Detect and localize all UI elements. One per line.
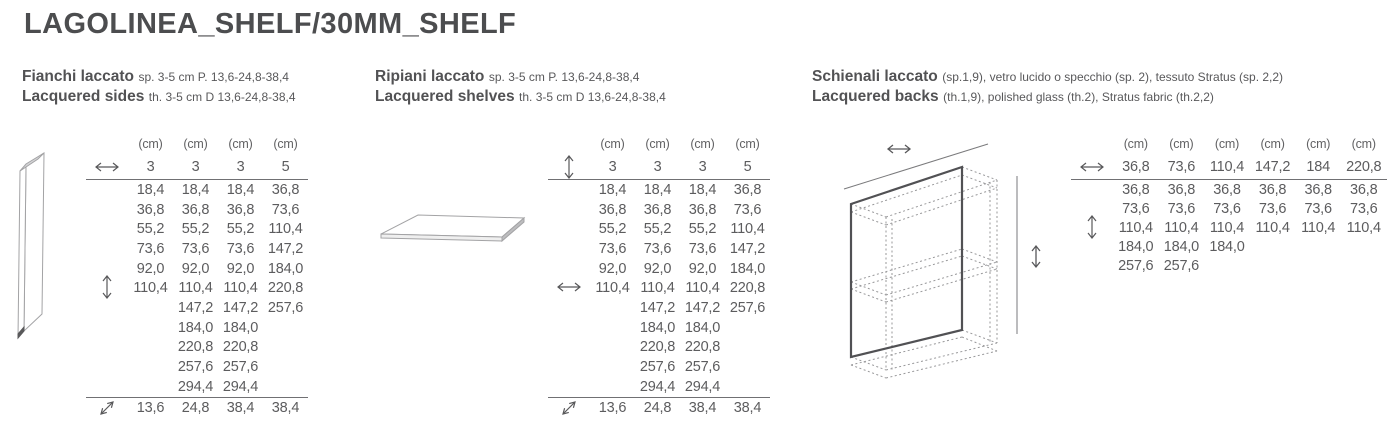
section-line-english	[375, 87, 666, 107]
table-row	[548, 133, 770, 154]
table-cell: 73,6	[688, 240, 717, 257]
table-row	[86, 219, 308, 239]
table-cell: 184	[1306, 158, 1330, 175]
table-cell: 55,2	[226, 221, 255, 238]
page-title: LAGOLINEA_SHELF/30MM_SHELF	[24, 8, 517, 40]
section-line-english	[812, 87, 1283, 107]
table-row	[1071, 154, 1387, 180]
table-cell: 110,4	[730, 221, 765, 238]
table-cell: 36,8	[598, 201, 627, 218]
table-cell: 3	[698, 158, 707, 175]
table-cell: 92,0	[181, 260, 210, 277]
table-cell: 24,8	[181, 400, 210, 417]
table-row	[86, 200, 308, 220]
table-cell: 220,8	[729, 280, 766, 297]
table-cell: (cm)	[228, 136, 253, 151]
table-row	[86, 298, 308, 318]
table-cell: 92,0	[136, 260, 165, 277]
side-dimension-icon	[1071, 217, 1113, 236]
table-row	[548, 239, 770, 259]
icon-cell	[548, 399, 590, 417]
table-cell: 5	[743, 158, 752, 175]
table-row	[86, 239, 308, 259]
table-cell: (cm)	[690, 136, 715, 151]
table-row	[548, 397, 770, 419]
table-cell: 24,8	[643, 400, 672, 417]
depth-arrow-icon	[98, 399, 116, 417]
table-cell: 36,8	[733, 181, 762, 198]
height-arrow-icon	[1086, 214, 1098, 240]
section-header-backs	[812, 67, 1283, 107]
table-row	[1071, 133, 1387, 154]
table-row	[548, 357, 770, 377]
table-cell: 36,8	[181, 201, 210, 218]
section-line-italian	[375, 67, 666, 87]
section-title-italian: Ripiani laccato	[375, 68, 485, 85]
table-cell: (cm)	[1306, 136, 1331, 151]
height-arrow-icon	[1032, 246, 1040, 267]
table-cell: 73,6	[1167, 200, 1196, 217]
table-cell: 184,0	[1209, 238, 1245, 255]
table-cell: 257,6	[267, 299, 304, 316]
table-cell: 110,4	[1255, 219, 1290, 236]
table-cell: 257,6	[729, 299, 766, 316]
width-arrow-icon	[556, 282, 582, 292]
table-cell: 220,8	[639, 339, 676, 356]
table-cell: 73,6	[1213, 200, 1241, 217]
table-row	[548, 180, 770, 200]
table-cell: 257,6	[684, 359, 721, 376]
table-row	[548, 318, 770, 338]
table-cell: (cm)	[273, 136, 298, 151]
table-cell: 110,4	[1209, 158, 1245, 175]
section-spec-italian: sp. 3-5 cm P. 13,6-24,8-38,4	[488, 70, 640, 84]
table-cell: 73,6	[643, 240, 672, 257]
table-cell: 36,8	[688, 201, 717, 218]
table-cell: 36,8	[1213, 181, 1241, 198]
section-title-italian: Fianchi laccato	[22, 68, 134, 85]
table-cell: 36,8	[271, 181, 300, 198]
icon-cell	[548, 154, 590, 180]
table-cell: 13,6	[598, 400, 627, 417]
table-cell: 92,0	[688, 260, 717, 277]
table-cell: 73,6	[598, 240, 627, 257]
table-cell: (cm)	[600, 136, 625, 151]
table-cell: 5	[281, 158, 290, 175]
table-cell: 73,6	[271, 201, 300, 218]
section-header-sides	[22, 67, 296, 107]
table-row	[86, 180, 308, 200]
table-row	[1071, 218, 1387, 237]
table-cell: 110,4	[268, 221, 303, 238]
table-row	[548, 200, 770, 220]
table-cell: 184,0	[684, 319, 721, 336]
table-cell: 220,8	[222, 339, 259, 356]
table-cell: 110,4	[178, 280, 213, 297]
icon-cell	[86, 162, 128, 172]
table-cell: (cm)	[1169, 136, 1194, 151]
section-spec-italian: sp. 3-5 cm P. 13,6-24,8-38,4	[138, 70, 289, 84]
table-cell: 38,4	[226, 400, 255, 417]
table-row	[86, 338, 308, 358]
height-arrow-icon	[563, 154, 575, 180]
table-cell: 73,6	[1122, 200, 1150, 217]
width-arrow-icon	[1079, 162, 1105, 172]
table-row	[86, 318, 308, 338]
width-arrow-icon	[888, 145, 910, 153]
table-cell: 18,4	[226, 181, 255, 198]
width-arrow-icon	[94, 162, 120, 172]
table-cell: 73,6	[1167, 158, 1196, 175]
table-cell: 294,4	[639, 378, 676, 395]
table-cell: 147,2	[684, 299, 721, 316]
table-cell: (cm)	[1260, 136, 1285, 151]
table-cell: (cm)	[645, 136, 670, 151]
section-spec-english: (th.1,9), polished glass (th.2), Stratus fabric (th.2,2)	[943, 90, 1214, 104]
table-cell: 73,6	[733, 201, 762, 218]
table-cell: 55,2	[136, 221, 165, 238]
table-cell: 294,4	[222, 378, 259, 395]
table-row	[1071, 180, 1387, 199]
table-row	[548, 338, 770, 358]
table-cell: 36,8	[1258, 181, 1287, 198]
table-cell: (cm)	[1123, 136, 1148, 151]
table-cell: 36,8	[1167, 181, 1196, 198]
table-cell: 36,8	[226, 201, 255, 218]
table-cell: 257,6	[222, 359, 259, 376]
table-cell: 55,2	[181, 221, 210, 238]
section-spec-english: th. 3-5 cm D 13,6-24,8-38,4	[148, 90, 296, 104]
table-cell: 184,0	[177, 319, 214, 336]
table-cell: 38,4	[688, 400, 717, 417]
depth-arrow-icon	[560, 399, 578, 417]
shelf-drawing	[375, 200, 535, 250]
backs-dimension-table	[1071, 133, 1387, 275]
table-cell: 294,4	[684, 378, 721, 395]
table-cell: 18,4	[688, 181, 717, 198]
table-cell: 73,6	[181, 240, 210, 257]
table-cell: 184,0	[639, 319, 676, 336]
table-cell: 18,4	[598, 181, 627, 198]
table-cell: 73,6	[136, 240, 165, 257]
table-cell: 184,0	[1118, 238, 1154, 255]
table-cell: 220,8	[1346, 158, 1382, 175]
table-cell: 184,0	[1163, 238, 1200, 255]
side-panel-drawing	[0, 140, 70, 350]
shelves-dimension-table	[548, 133, 770, 419]
table-cell: 220,8	[177, 339, 214, 356]
table-cell: 18,4	[136, 181, 165, 198]
section-spec-italian: (sp.1,9), vetro lucido o specchio (sp. 2), tessuto Stratus (sp. 2,2)	[942, 70, 1284, 84]
table-cell: 55,2	[598, 221, 627, 238]
table-cell: 220,8	[684, 339, 721, 356]
table-row	[1071, 199, 1387, 218]
table-row	[548, 259, 770, 279]
icon-cell	[1071, 162, 1113, 172]
table-cell: 36,8	[136, 201, 165, 218]
height-arrow-icon	[101, 274, 113, 300]
section-title-english: Lacquered backs	[812, 88, 939, 105]
table-cell: 147,2	[267, 240, 304, 257]
section-spec-english: th. 3-5 cm D 13,6-24,8-38,4	[519, 90, 666, 104]
table-row	[86, 357, 308, 377]
table-cell: 73,6	[226, 240, 255, 257]
table-row	[548, 219, 770, 239]
sides-dimension-table	[86, 133, 308, 419]
table-cell: 257,6	[177, 359, 214, 376]
table-row	[86, 259, 308, 279]
table-row	[86, 154, 308, 180]
table-cell: 36,8	[1122, 181, 1150, 198]
table-cell: 3	[191, 158, 200, 175]
table-cell: 110,4	[595, 280, 630, 297]
table-row	[86, 133, 308, 154]
table-cell: 73,6	[1258, 200, 1287, 217]
table-cell: 55,2	[688, 221, 717, 238]
side-dimension-icon	[86, 278, 128, 298]
table-cell: 110,4	[640, 280, 675, 297]
table-row	[548, 154, 770, 180]
table-cell: 38,4	[271, 400, 300, 417]
table-cell: 3	[146, 158, 155, 175]
table-cell: (cm)	[1351, 136, 1376, 151]
table-row	[548, 377, 770, 397]
icon-cell	[86, 399, 128, 417]
table-cell: 147,2	[222, 299, 259, 316]
table-cell: 73,6	[1304, 200, 1332, 217]
section-header-shelves	[375, 67, 666, 107]
table-cell: 220,8	[267, 280, 304, 297]
section-title-english: Lacquered shelves	[375, 88, 515, 105]
table-cell: 184,0	[729, 260, 766, 277]
back-panel-outline	[851, 167, 962, 357]
table-cell: 147,2	[639, 299, 676, 316]
table-cell: 110,4	[1164, 219, 1199, 236]
table-cell: 18,4	[181, 181, 210, 198]
table-cell: 92,0	[226, 260, 255, 277]
table-cell: 92,0	[643, 260, 672, 277]
table-cell: 147,2	[177, 299, 214, 316]
table-cell: 110,4	[1209, 219, 1245, 236]
section-line-italian	[22, 67, 296, 87]
table-cell: 110,4	[685, 280, 720, 297]
section-title-italian: Schienali laccato	[812, 68, 938, 85]
section-line-italian	[812, 67, 1283, 87]
table-cell: 36,8	[1350, 181, 1378, 198]
table-cell: 147,2	[729, 240, 766, 257]
side-dimension-icon	[548, 278, 590, 298]
table-cell: 110,4	[223, 280, 258, 297]
table-cell: 73,6	[1350, 200, 1378, 217]
table-cell: 13,6	[136, 400, 165, 417]
table-cell: 3	[236, 158, 245, 175]
table-cell: 257,6	[1118, 257, 1154, 274]
table-cell: (cm)	[183, 136, 208, 151]
table-cell: 36,8	[1304, 181, 1332, 198]
section-line-english	[22, 87, 296, 107]
table-cell: 3	[653, 158, 662, 175]
table-row	[86, 377, 308, 397]
table-cell: 294,4	[177, 378, 214, 395]
table-cell: 110,4	[1301, 219, 1336, 236]
section-title-english: Lacquered sides	[22, 88, 145, 105]
table-row	[86, 397, 308, 419]
table-cell: 3	[608, 158, 617, 175]
table-cell: 184,0	[267, 260, 304, 277]
table-cell: 184,0	[222, 319, 259, 336]
table-cell: 110,4	[133, 280, 168, 297]
table-row	[1071, 237, 1387, 256]
table-cell: 38,4	[733, 400, 762, 417]
table-cell: 147,2	[1254, 158, 1291, 175]
table-cell: 18,4	[643, 181, 672, 198]
table-cell: 36,8	[1122, 158, 1150, 175]
table-cell: (cm)	[735, 136, 760, 151]
table-cell: 110,4	[1346, 219, 1381, 236]
table-cell: 257,6	[639, 359, 676, 376]
table-cell: (cm)	[1214, 136, 1240, 151]
table-row	[1071, 256, 1387, 275]
table-cell: 257,6	[1163, 257, 1200, 274]
table-cell: 36,8	[643, 201, 672, 218]
table-cell: 92,0	[598, 260, 627, 277]
table-cell: 110,4	[1118, 219, 1153, 236]
table-cell: (cm)	[138, 136, 163, 151]
table-row	[548, 298, 770, 318]
table-cell: 55,2	[643, 221, 672, 238]
cabinet-back-drawing	[835, 133, 1050, 385]
